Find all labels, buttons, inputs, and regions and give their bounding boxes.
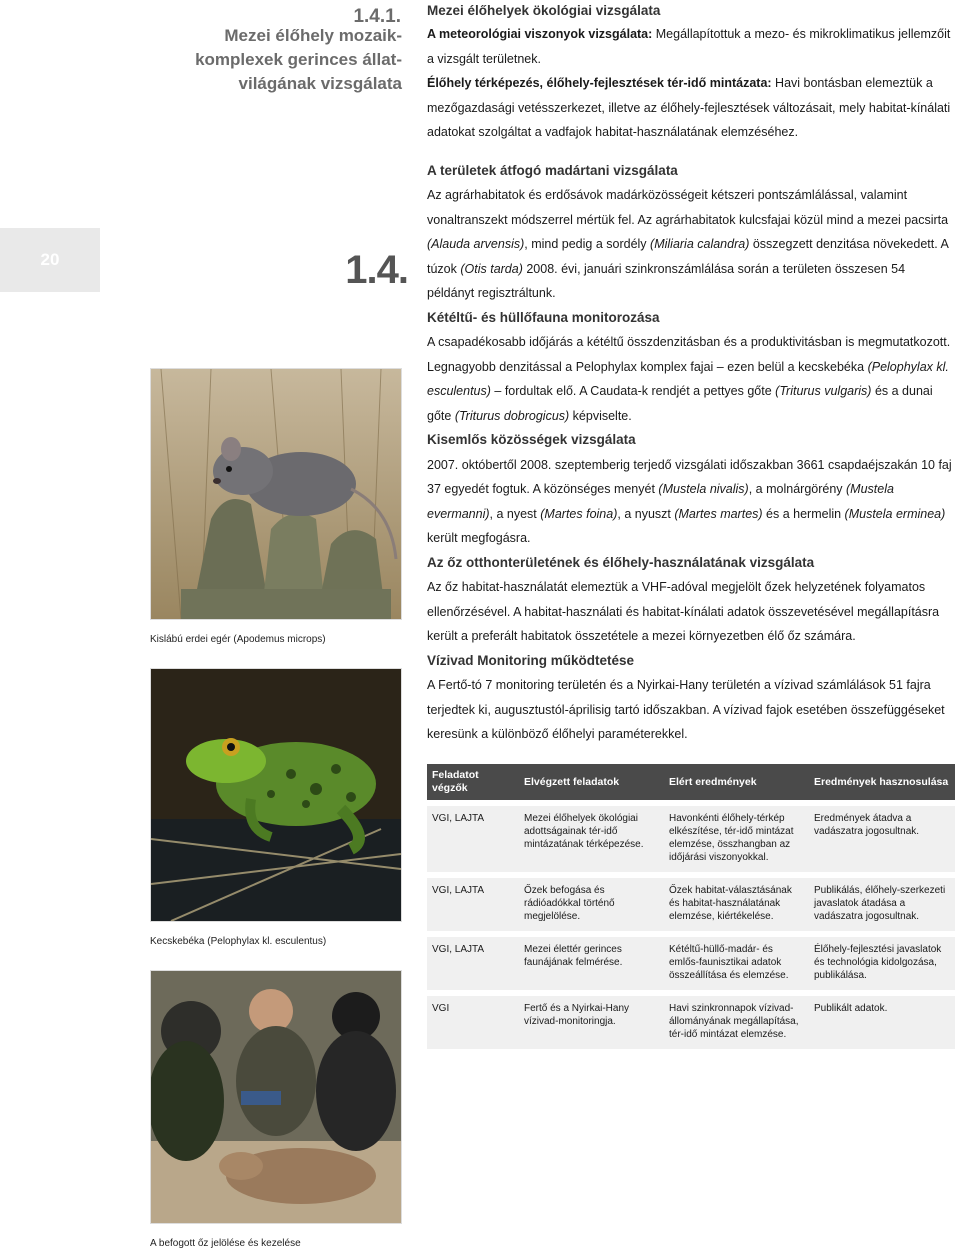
text: képviselte. <box>569 408 632 423</box>
page-number: 20 <box>0 228 100 292</box>
section-heading: Kisemlős közösségek vizsgálata <box>427 432 636 447</box>
text: A csapadékosabb időjárás a kétéltű összdenzitásban és a produktivitásban is megmutatkozott. Legnagyobb denzitással a Pelophylax komplex fajai – ezen belül a kecskebéka <box>427 335 951 374</box>
species-name: (Mustela erminea) <box>844 506 946 521</box>
table-cell: VGI <box>427 993 519 1049</box>
table-cell: Eredmények átadva a vadászatra jogosultnak. <box>809 803 955 875</box>
species-name: (Martes martes) <box>674 506 763 521</box>
species-name: (Triturus dobrogicus) <box>454 408 570 423</box>
table-cell: Mezei élettér gerinces faunájának felmérése. <box>519 934 664 993</box>
section-heading: Kétéltű- és hüllőfauna monitorozása <box>427 309 660 325</box>
species-name: (Otis tarda) <box>460 261 523 276</box>
section-heading: Az őz otthonterületének és élőhely-használatának vizsgálata <box>427 554 815 570</box>
paragraph <box>427 330 955 428</box>
paragraph: Az őz habitat-használatát elemeztük a VHF-adóval megjelölt őzek helyzetének folyamatos ellenőrzésével. A habitat-használati és habitat-kínálati adatok összevetésével megállapításra került a preferált habitatok összetétele a mezei környezetben élő őz számára. <box>427 580 940 643</box>
paragraph <box>427 22 955 71</box>
species-name: (Mustela nivalis) <box>658 482 749 496</box>
table-cell: VGI, LAJTA <box>427 803 519 875</box>
paragraph <box>427 183 955 306</box>
table-row <box>427 993 955 1049</box>
main-content <box>427 0 955 747</box>
column-header: Elvégzett feladatok <box>519 764 664 803</box>
table-row <box>427 934 955 993</box>
text: 2008. évi, januári szinkronszámlálása során a területen összesen 54 példányt regisztráltunk. <box>427 261 906 300</box>
table-cell: Mezei élőhelyek ökológiai adottságainak tér-idő mintázatának térképezése. <box>519 803 664 875</box>
section-title-line: világának vizsgálata <box>238 74 402 93</box>
results-table <box>427 764 955 1049</box>
species-name: (Pelophylax kl. esculentus) <box>427 359 949 398</box>
deer-photo <box>150 970 402 1224</box>
paragraph-lead: A meteorológiai viszonyok vizsgálata: <box>427 27 653 41</box>
column-header: Feladatot végzők <box>427 764 519 803</box>
table-cell: Élőhely-fejlesztési javaslatok és technológia kidolgozása, publikálása. <box>809 934 955 993</box>
text: és a dunai gőte <box>427 384 933 423</box>
species-name: (Mustela evermanni) <box>427 482 894 521</box>
table-cell: VGI, LAJTA <box>427 934 519 993</box>
section-title-line: komplexek gerinces állat- <box>195 50 402 69</box>
table-cell: Kétéltű-hüllő-madár- és emlős-faunisztikai adatok összeállítása és elemzése. <box>664 934 809 993</box>
table-cell: Őzek befogása és rádióadókkal történő megjelölése. <box>519 875 664 934</box>
mouse-photo <box>150 368 402 620</box>
text: , a nyuszt <box>617 506 675 521</box>
table-cell: Havonkénti élőhely-térkép elkészítése, tér-idő mintázat elemzése, összhangban az időjárási viszonyokkal. <box>664 803 809 875</box>
table-cell: Havi szinkronnapok vízivad-állományának megállapítása, tér-idő mintázat elemzése. <box>664 993 809 1049</box>
chapter-number: 1.4. <box>345 248 408 292</box>
species-name: (Triturus vulgaris) <box>775 384 872 398</box>
column-header: Elért eredmények <box>664 764 809 803</box>
section-number: 1.4.1. <box>353 6 401 27</box>
paragraph <box>427 71 955 145</box>
text: – fordultak elő. A Caudata-k rendjét a pettyes gőte <box>490 384 776 398</box>
text: került megfogásra. <box>427 531 531 545</box>
paragraph: A Fertő-tó 7 monitoring területén és a Nyirkai-Hany területén a vízivad számlálások 51 fajra terjedtek ki, augusztustól-áprilisig tartó időszakban. A vízivad fajok esetében összefüggéseket keresünk a különböző élőhelyi paraméterekkel. <box>427 678 945 741</box>
column-header: Eredmények hasznosulása <box>809 764 955 803</box>
table-cell: Őzek habitat-választásának és habitat-használatának elemzése, kiértékelése. <box>664 875 809 934</box>
section-title-line: Mezei élőhely mozaik- <box>224 26 402 45</box>
species-name: (Alauda arvensis) <box>427 237 525 251</box>
text: és a hermelin <box>762 506 845 521</box>
table-row <box>427 875 955 934</box>
table-cell: Fertő és a Nyirkai-Hany vízivad-monitoringja. <box>519 993 664 1049</box>
text: összegzett denzitása növekedett. A túzok <box>427 237 949 276</box>
text: , mind pedig a sordély <box>524 237 651 251</box>
section-heading: Vízivad Monitoring működtetése <box>427 652 635 668</box>
text: 2007. októbertől 2008. szeptemberig terjedő vizsgálati időszakban 3661 csapdaéjszakán 10 faj 37 egyedét fogtuk. A közönséges menyét <box>427 457 952 496</box>
species-name: (Miliaria calandra) <box>650 237 750 251</box>
table-cell: Publikált adatok. <box>809 993 955 1049</box>
paragraph-lead: Élőhely térképezés, élőhely-fejlesztések tér-idő mintázata: <box>427 76 772 90</box>
frog-photo <box>150 668 402 922</box>
frog-caption: Kecskebéka (Pelophylax kl. esculentus) <box>150 936 327 947</box>
table-row <box>427 803 955 875</box>
paragraph-text: Megállapítottuk a mezo- és mikroklimatikus jellemzőit a vizsgált területnek. <box>427 27 951 66</box>
paragraph <box>427 453 955 551</box>
table-cell: Publikálás, élőhely-szerkezeti javaslatok átadása a vadászatra jogosultnak. <box>809 875 955 934</box>
text: , a nyest <box>489 506 541 521</box>
mouse-caption: Kislábú erdei egér (Apodemus microps) <box>150 634 326 645</box>
table-cell: VGI, LAJTA <box>427 875 519 934</box>
section-title <box>190 24 402 96</box>
text: , a molnárgörény <box>748 482 847 496</box>
table-header-row <box>427 764 955 803</box>
text: Az agrárhabitatok és erdősávok madárközösségeit kétszeri pontszámlálással, valamint vonaltranszekt módszerrel mértük fel. Az agrárhabitatok kulcsfajai közül mind a mezei pacsirta <box>427 188 949 227</box>
species-name: (Martes foina) <box>540 506 618 521</box>
section-heading: Mezei élőhelyek ökológiai vizsgálata <box>427 3 661 18</box>
paragraph-text: Havi bontásban elemeztük a mezőgazdasági vetésszerkezet, illetve az élőhely-fejlesztések változásait, mely habitat-kínálati adatokat szolgáltat a vadfajok habitat-használatának elemzéséhez. <box>427 76 951 139</box>
section-heading: A területek átfogó madártani vizsgálata <box>427 162 678 178</box>
deer-caption: A befogott őz jelölése és kezelése <box>150 1238 301 1249</box>
